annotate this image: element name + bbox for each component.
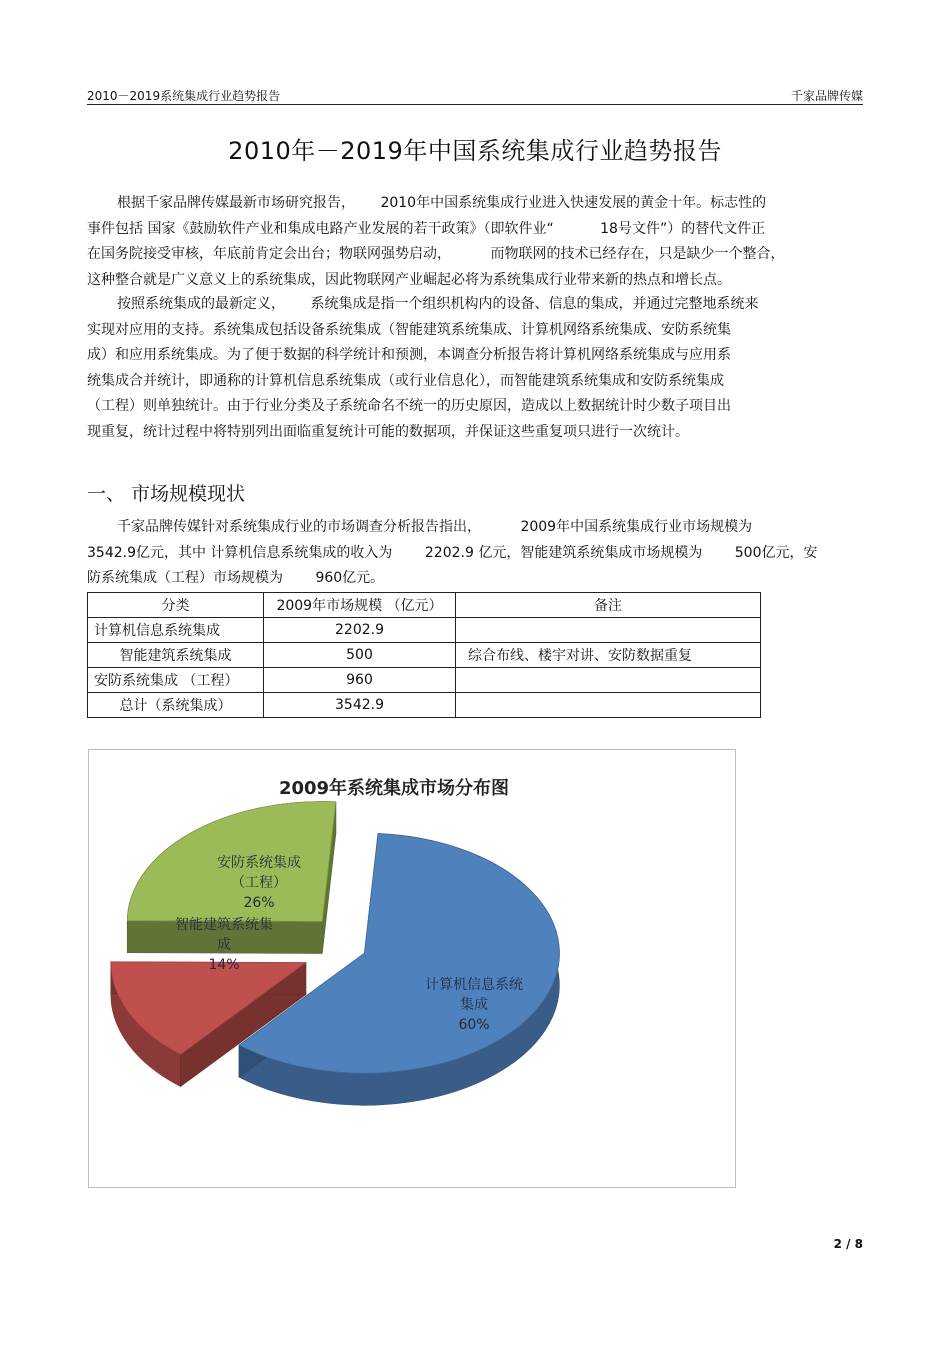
- table-cell: 500: [264, 643, 456, 668]
- pie-slice-label: 安防系统集成: [217, 855, 301, 871]
- table-header-row: [88, 593, 761, 618]
- paragraph-line: 根据千家品牌传媒最新市场研究报告， 2010年中国系统集成行业进入快速发展的黄金十年。标志性的: [117, 195, 767, 211]
- pie-slice-label: 60%: [458, 1017, 490, 1033]
- pie-slice-label: 成: [217, 937, 231, 953]
- paragraph-line: 统集成合并统计，即通称的计算机信息系统集成（或行业信息化），而智能建筑系统集成和安防系统集成: [87, 372, 724, 389]
- paragraph-line: 防系统集成（工程）市场规模为 960亿元。: [87, 570, 385, 587]
- pie-slice-label: 智能建筑系统集: [175, 917, 273, 933]
- table-cell: 安防系统集成 （工程）: [88, 668, 264, 693]
- definition-paragraph: [87, 292, 863, 446]
- table-header-cell: 2009年市场规模 （亿元）: [264, 593, 456, 618]
- paragraph-line: 3542.9亿元，其中 计算机信息系统集成的收入为 2202.9 亿元，智能建筑系统集成市场规模为 500亿元，安: [87, 544, 818, 561]
- table-cell: 3542.9: [264, 693, 456, 718]
- table-row: [88, 693, 761, 718]
- pie-slice-label: 14%: [208, 957, 240, 973]
- table-header-cell: 分类: [88, 593, 264, 618]
- table-cell: 总计（系统集成）: [88, 693, 264, 718]
- pie-slices: [111, 802, 560, 1106]
- table-cell: 2202.9: [264, 618, 456, 643]
- page-number: 2 / 8: [833, 1237, 863, 1251]
- document-title: 2010年－2019年中国系统集成行业趋势报告: [228, 137, 722, 165]
- paragraph-line: 这种整合就是广义意义上的系统集成，因此物联网产业崛起必将为系统集成行业带来新的热点和增长点。: [87, 271, 731, 288]
- header-publisher: 千家品牌传媒: [790, 89, 863, 103]
- paragraph-line: 事件包括 国家《鼓励软件产业和集成电路产业发展的若干政策》（即软件业“ 18号文件”）的替代文件正: [87, 220, 766, 237]
- table-cell: 综合布线、楼宇对讲、安防数据重复: [456, 643, 761, 668]
- market-paragraph: [87, 515, 863, 592]
- paragraph-line: 按照系统集成的最新定义， 系统集成是指一个组织机构内的设备、信息的集成，并通过完整地系统来: [117, 296, 759, 312]
- intro-paragraph: [87, 191, 863, 293]
- pie-slice-label: 26%: [243, 895, 275, 911]
- paragraph-line: 实现对应用的支持。系统集成包括设备系统集成（智能建筑系统集成、计算机网络系统集成、安防系统集: [87, 321, 731, 338]
- table-cell: [456, 668, 761, 693]
- table-cell: [456, 693, 761, 718]
- paragraph-line: 成）和应用系统集成。为了便于数据的科学统计和预测，本调查分析报告将计算机网络系统集成与应用系: [87, 347, 731, 364]
- paragraph-line: 千家品牌传媒针对系统集成行业的市场调查分析报告指出， 2009年中国系统集成行业市场规模为: [117, 519, 753, 535]
- table-cell: 计算机信息系统集成: [88, 618, 264, 643]
- page-header: [87, 86, 863, 105]
- table-cell: 智能建筑系统集成: [88, 643, 264, 668]
- pie-slice-label: 计算机信息系统: [425, 977, 523, 993]
- pie-slice-label: 集成: [460, 997, 488, 1013]
- pie-chart: [89, 750, 735, 1187]
- header-report-title: 2010－2019系统集成行业趋势报告: [87, 89, 281, 103]
- paragraph-line: 在国务院接受审核，年底前肯定会出台；物联网强势启动， 而物联网的技术已经存在，只是缺少一个整合，: [87, 246, 785, 263]
- table-header-cell: 备注: [456, 593, 761, 618]
- table-row: [88, 618, 761, 643]
- paragraph-line: 现重复，统计过程中将特别列出面临重复统计可能的数据项，并保证这些重复项只进行一次统计。: [87, 423, 689, 440]
- table-cell: 960: [264, 668, 456, 693]
- chart-title: 2009年系统集成市场分布图: [278, 778, 510, 799]
- pie-slice-label: （工程）: [231, 875, 287, 891]
- pie-chart-container: [88, 749, 736, 1188]
- table-row: [88, 668, 761, 693]
- paragraph-line: （工程）则单独统计。由于行业分类及子系统命名不统一的历史原因，造成以上数据统计时少数子项目出: [87, 398, 731, 415]
- table-cell: [456, 618, 761, 643]
- market-size-table: [87, 592, 761, 718]
- section-heading: 一、 市场规模现状: [87, 483, 246, 505]
- table-row: [88, 643, 761, 668]
